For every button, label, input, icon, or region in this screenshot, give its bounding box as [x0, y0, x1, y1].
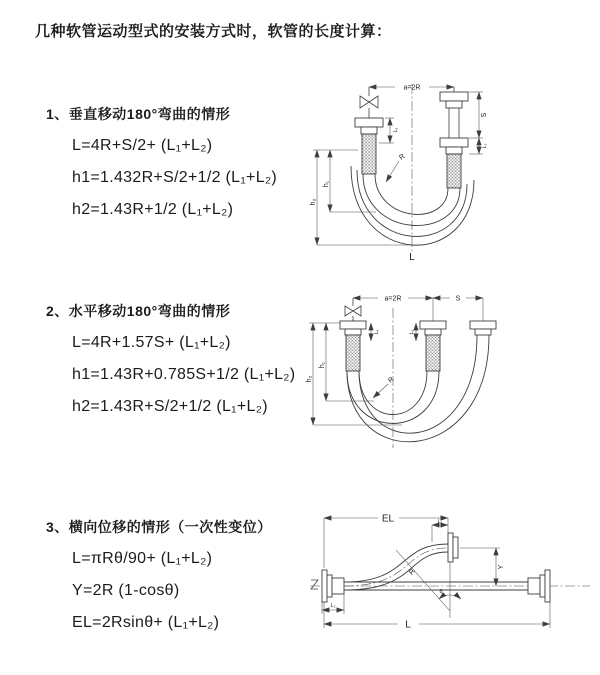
dim-label-h2: h₂	[310, 198, 317, 206]
section-3-formula-L: L=πRθ/90+ (L₁+L₂)	[72, 550, 213, 567]
section-3-formula-Y: Y=2R (1-cosθ)	[72, 582, 180, 599]
section-1-formula-h2: h2=1.43R+1/2 (L₁+L₂)	[72, 201, 234, 218]
valve-icon	[360, 87, 378, 118]
dim-label-r: R	[387, 376, 396, 385]
dim-label-s: S	[455, 295, 461, 303]
dim-label-l2: L₂	[330, 603, 336, 609]
middle-fitting	[420, 298, 446, 371]
section-3-heading: 3、横向位移的情形（一次性变位）	[46, 519, 272, 535]
dim-label-h2: h₂	[306, 375, 313, 383]
left-fitting	[355, 118, 383, 174]
diagram-horizontal-180-bend	[298, 283, 598, 455]
dim-label-l1: L₁	[374, 329, 380, 335]
diagram-lateral-displacement	[298, 506, 600, 671]
dim-label-a2r: a=2R	[384, 295, 402, 303]
section-3	[46, 517, 336, 646]
section-1-formula-L: L=4R+S/2+ (L₁+L₂)	[72, 137, 213, 154]
dim-label-l1: L₁	[437, 519, 443, 525]
section-3-formula-EL: EL=2Rsinθ+ (L₁+L₂)	[72, 614, 220, 631]
section-2	[46, 301, 316, 430]
page-title: 几种软管运动型式的安装方式时，软管的长度计算：	[35, 23, 392, 40]
diagram-vertical-180-bend	[302, 72, 582, 264]
section-1-formula-h1: h1=1.432R+S/2+1/2 (L₁+L₂)	[72, 169, 278, 186]
dim-label-theta: θ	[439, 589, 443, 595]
dim-label-y: Y	[498, 564, 505, 570]
section-2-heading: 2、水平移动180°弯曲的情形	[46, 303, 231, 319]
upper-right-flange	[448, 533, 458, 562]
dim-label-l2: L₂	[482, 143, 488, 149]
dim-label-l2: L₂	[409, 329, 415, 335]
break-symbol	[311, 580, 318, 589]
right-fitting-lower	[440, 138, 468, 188]
section-2-formula-h2: h2=1.43R+S/2+1/2 (L₁+L₂)	[72, 398, 268, 415]
dim-label-l: L	[409, 252, 415, 263]
valve-icon	[345, 298, 361, 321]
dim-label-el: EL	[381, 513, 395, 525]
dim-label-h1: h₁	[323, 180, 330, 188]
section-2-formula-L: L=4R+1.57S+ (L₁+L₂)	[72, 334, 231, 351]
dim-label-r: R	[398, 153, 407, 162]
dim-label-l1: L₁	[393, 127, 399, 133]
section-2-formula-h1: h1=1.43R+0.785S+1/2 (L₁+L₂)	[72, 366, 296, 383]
hose-u-bends	[347, 335, 489, 442]
right-fitting	[470, 298, 496, 335]
left-flange	[322, 570, 344, 602]
dim-label-s: S	[481, 112, 488, 118]
lower-right-flange	[528, 570, 550, 602]
dimensions	[306, 296, 483, 426]
dim-label-l: L	[405, 619, 411, 631]
section-1	[46, 104, 316, 233]
dim-label-h1: h₁	[319, 361, 326, 369]
dim-label-r: R	[408, 568, 417, 577]
right-fitting-upper	[440, 87, 468, 138]
dim-label-a2r: a=2R	[403, 84, 421, 92]
hose-displaced-position	[344, 544, 448, 590]
section-1-heading: 1、垂直移动180°弯曲的情形	[46, 106, 231, 122]
left-fitting	[340, 321, 366, 371]
dimensions	[322, 514, 550, 631]
